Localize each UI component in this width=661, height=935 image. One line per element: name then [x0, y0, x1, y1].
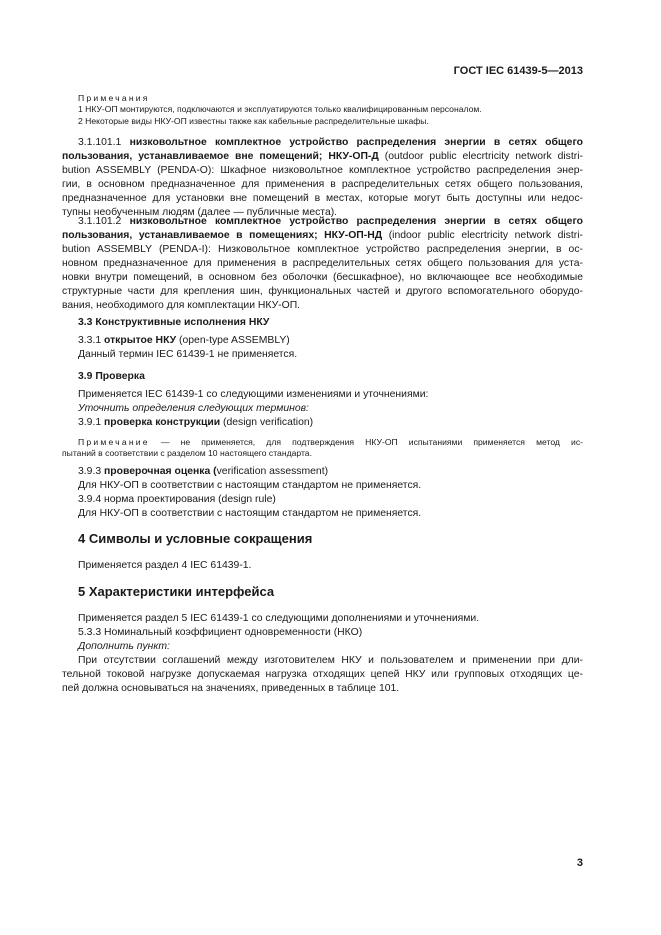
clause-5-3-3: 5.3.3 Номинальный коэффициент одновременности (НКО): [78, 627, 363, 638]
paragraph-3-1-101-2: 3.1.101.2 низковольтное комплектное устройство распределения энергии в сетях общего пользования, устанавливаемое в помещениях; НКУ-ОП-НД (indoor public elecrtricity network distri- bution ASSEMBLY (PENDA-I): Низковольтное комплектное устройство распределения энергии, в ос- новном предназначенное для применения в распределительных сетях общего пользования для уста- новки внутри помещений, в основном без оболочки (бесшкафное), но включающее все необходимые структурные части для крепления шин, функциональных частей и другого вспомогательного оборудо- вания, необходимого для комплектации НКУ-ОП.: [62, 216, 583, 311]
term-3-9-3: 3.9.3 проверочная оценка (verification assessment): [78, 466, 329, 477]
standard-header: ГОСТ IEC 61439-5—2013: [453, 65, 583, 77]
term-3-9-4: 3.9.4 норма проектирования (design rule): [78, 494, 276, 505]
note-item: 2 Некоторые виды НКУ-ОП известны также как кабельные распределительные шкафы.: [78, 116, 429, 126]
term-3-9-4-text: Для НКУ-ОП в соответствии с настоящим стандартом не применяется.: [78, 508, 422, 519]
note-3-9-1: Примечание — не применяется, для подтверждения НКУ-ОП испытаниями применяется метод ис- пытаний в соответствии с разделом 10 настоящего стандарта.: [62, 437, 583, 458]
paragraph-3-1-101-1: 3.1.101.1 низковольтное комплектное устройство распределения энергии в сетях общего пользования, устанавливаемое вне помещений; НКУ-ОП-Д (outdoor public elecrtricity network distri- bution ASSEMBLY (PENDA-O): Шкафное низковольтное комплектное устройство распределения энер- гии, в основном предназначенное для применения в распределительных сетях общего пользования, предназначенное для установки вне помещений в местах, которые могут быть доступны или недос- тупны необученным людям (далее — публичные места).: [62, 137, 583, 218]
term-3-3-1: 3.3.1 открытое НКУ (open-type ASSEMBLY): [78, 335, 290, 346]
term-3-9-1: 3.9.1 проверка конструкции (design verification): [78, 417, 314, 428]
clause-5-3-3-instruction: Дополнить пункт:: [78, 641, 170, 652]
note-item: 1 НКУ-ОП монтируются, подключаются и эксплуатируются только квалифицированным персоналом.: [78, 104, 482, 114]
section-3-9-intro: Применяется IEC 61439-1 со следующими изменениями и уточнениями:: [78, 389, 429, 400]
section-5-intro: Применяется раздел 5 IEC 61439-1 со следующими дополнениями и уточнениями.: [78, 613, 480, 624]
clause-5-3-3-text: При отсутствии соглашений между изготовителем НКУ и пользователем и применении при дли- тельной токовой нагрузке допускаемая нагрузка отходящих цепей НКУ или групповых отходящих це- пей должна основываться на значениях, приведенных в таблице 101.: [62, 655, 583, 694]
section-3-3-heading: 3.3 Конструктивные исполнения НКУ: [78, 317, 270, 328]
section-4-text: Применяется раздел 4 IEC 61439-1.: [78, 560, 252, 571]
notes-title: Примечания: [78, 93, 150, 103]
term-3-3-1-text: Данный термин IEC 61439-1 не применяется.: [78, 349, 298, 360]
section-4-heading: 4 Символы и условные сокращения: [78, 531, 313, 546]
section-3-9-instruction: Уточнить определения следующих терминов:: [78, 403, 309, 414]
page-number: 3: [576, 857, 583, 869]
section-5-heading: 5 Характеристики интерфейса: [78, 584, 275, 599]
term-3-9-3-text: Для НКУ-ОП в соответствии с настоящим стандартом не применяется.: [78, 480, 422, 491]
section-3-9-heading: 3.9 Проверка: [78, 371, 145, 382]
